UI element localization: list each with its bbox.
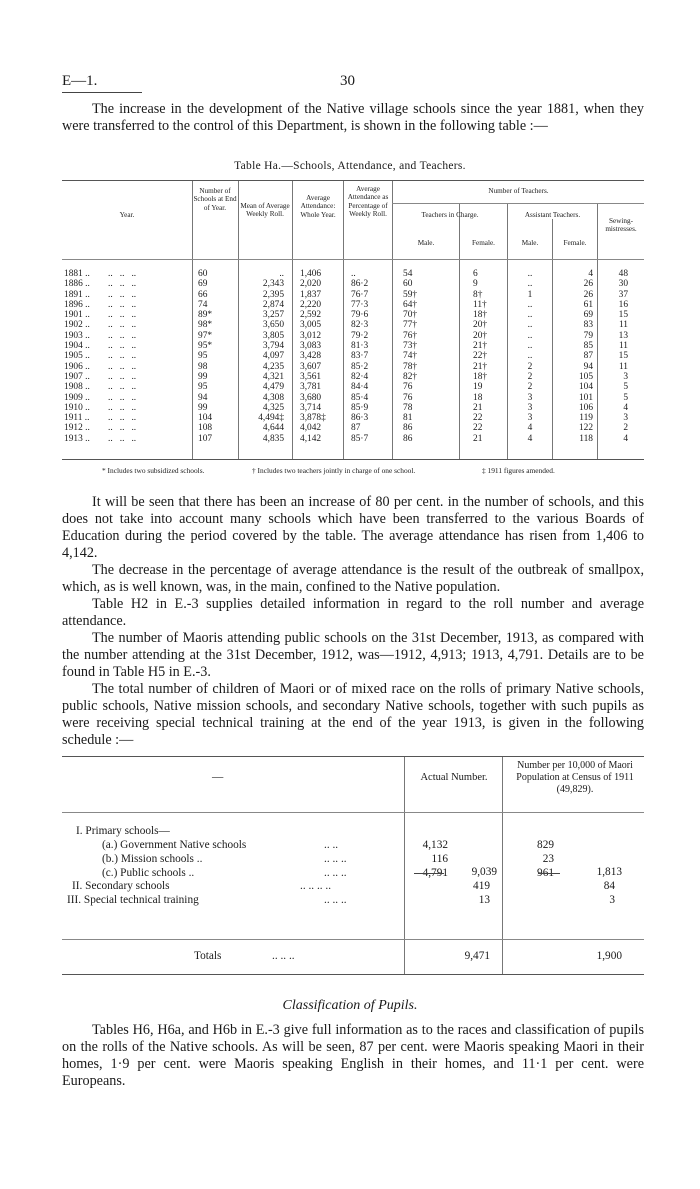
leader-dots: .. .. .. [108, 413, 137, 424]
cell-schools: 99 [198, 402, 208, 413]
page-number: 30 [340, 73, 355, 89]
cell-schools: 97* [198, 330, 213, 341]
cell-pct: 87 [351, 423, 361, 434]
header-rule [62, 259, 644, 260]
cell-year: 1912 .. [64, 423, 90, 434]
cell-year: 1886 .. [64, 279, 90, 290]
totals-per: 1,900 [596, 950, 622, 962]
cell-af: 119 [579, 413, 593, 424]
cell-pct: 85·9 [351, 402, 369, 413]
table-ha-title: Table Ha.—Schools, Attendance, and Teachers. [234, 160, 466, 172]
cell-icf: 6 [473, 269, 478, 279]
paragraph-decrease: The decrease in the percentage of average attendance is the result of the outbreak of smallpox, which, as is well known, was, in the main, confined to the Native population. [62, 562, 644, 595]
actual-number-header: Actual Number. [420, 772, 488, 783]
cell-af: 101 [578, 392, 593, 403]
schedule-table [62, 756, 644, 975]
secondary-label: II. Secondary schools [72, 880, 170, 892]
cell-af: 79 [583, 330, 593, 341]
cell-roll: 4,494‡ [258, 413, 284, 424]
cell-am: 2 [527, 371, 533, 382]
leader-dots: .. .. .. [108, 299, 137, 310]
cell-af: 26 [583, 279, 593, 290]
cell-icf: 22 [473, 423, 483, 434]
leader-dots: .. .. .. [108, 320, 137, 331]
female-header: Female. [563, 239, 587, 247]
col-rule [502, 757, 503, 974]
cell-sew: 16 [618, 299, 628, 310]
cell-att: 3,012 [300, 330, 322, 341]
cell-pct: 76·7 [351, 289, 369, 300]
cell-am: .. [527, 310, 533, 321]
cell-af: 106 [578, 402, 593, 413]
paragraph-table-h2: Table H2 in E.-3 supplies detailed information in regard to the roll number and average attendance. [62, 596, 644, 629]
assistant-female-column [553, 269, 593, 444]
cell-sew: 30 [618, 279, 628, 290]
leader-dots: .. .. .. .. [300, 880, 332, 892]
avg-attendance-header: Average Attendance: Whole Year. [300, 194, 336, 219]
sewing-column [598, 269, 628, 444]
cell-roll: 2,874 [262, 299, 284, 310]
cell-pct: 85·4 [351, 392, 369, 403]
cell-schools: 69 [198, 279, 208, 290]
year-header: Year. [119, 211, 135, 219]
cell-af: 104 [578, 382, 593, 393]
cell-pct: 85·2 [351, 361, 369, 372]
cell-schools: 74 [198, 299, 208, 310]
schools-column [198, 269, 228, 444]
cell-af: 83 [583, 320, 593, 331]
avg-attendance-column [300, 269, 340, 444]
cell-icf: 20† [473, 330, 488, 341]
cell-sew: 11 [618, 341, 628, 352]
cell-schools: 94 [198, 392, 208, 403]
schedule-row-per: 829 [537, 839, 554, 851]
cell-att: 1,406 [300, 269, 322, 279]
mean-roll-column [239, 269, 284, 444]
leader-dots: .. .. .. [324, 894, 347, 906]
cell-schools: 60 [198, 269, 208, 279]
schedule-row-label: (b.) Mission schools .. [102, 853, 203, 865]
schedule-row-label: (c.) Public schools .. [102, 867, 195, 879]
cell-roll: 3,650 [262, 320, 284, 331]
cell-icf: 20† [473, 320, 488, 331]
cell-icm: 76 [403, 392, 413, 403]
leader-dots: .. .. .. [108, 392, 137, 403]
cell-pct: 77·3 [351, 299, 369, 310]
cell-icf: 21 [473, 402, 483, 413]
cell-att: 1,837 [300, 289, 322, 300]
in-charge-header: Teachers in Charge. [421, 211, 479, 219]
cell-icm: 77† [403, 320, 418, 331]
col-rule [404, 757, 405, 974]
cell-schools: 99 [198, 371, 208, 382]
classification-heading: Classification of Pupils. [282, 998, 418, 1013]
cell-af: 87 [583, 351, 593, 362]
intro-paragraph [62, 101, 644, 135]
cell-year: 1907 .. [64, 371, 90, 382]
cell-pct: 86·2 [351, 279, 369, 290]
cell-sew: 5 [623, 392, 628, 403]
cell-sew: 3 [623, 413, 628, 424]
male-header: Male. [521, 239, 539, 247]
cell-icm: 76† [403, 330, 418, 341]
cell-icf: 8† [473, 289, 483, 300]
cell-af: 4 [588, 269, 593, 279]
cell-schools: 107 [198, 433, 213, 444]
totals-label: Totals [194, 950, 222, 962]
assistant-header: Assistant Teachers. [524, 211, 581, 219]
cell-icm: 60 [403, 279, 413, 290]
cell-am: 4 [527, 423, 533, 434]
cell-sew: 2 [623, 423, 628, 434]
cell-schools: 95 [198, 382, 208, 393]
cell-att: 3,680 [300, 392, 322, 403]
teachers-group-header: Number of Teachers. [488, 187, 549, 195]
per-10000-header: Number per 10,000 of Maori Population at Census of 1911 (49,829). [516, 760, 634, 795]
cell-am: 3 [527, 392, 533, 403]
subtotal-rule [538, 873, 560, 874]
classification-text: Tables H6, H6a, and H6b in E.-3 give full information as to the races and classification of pupils on the rolls of the Native schools. As will be seen, 87 per cent. were Maoris speaking Maori in their homes, 1·9 per cent. were Maoris speaking English in their homes, and 11·1 per cent. were Europeans. [62, 1022, 644, 1089]
col-rule [192, 181, 193, 459]
cell-year: 1911 .. [64, 413, 90, 424]
cell-sew: 37 [618, 289, 628, 300]
cell-roll: 3,257 [262, 310, 284, 321]
header-rule [62, 812, 644, 813]
cell-am: 2 [527, 361, 533, 372]
cell-icf: 21 [473, 433, 483, 444]
cell-pct: 85·7 [351, 433, 369, 444]
primary-total-per: 1,813 [596, 866, 622, 878]
cell-af: 85 [583, 341, 593, 352]
cell-year: 1905 .. [64, 351, 90, 362]
cell-pct: 83·7 [351, 351, 369, 362]
cell-roll: 4,235 [262, 361, 284, 372]
cell-icm: 78 [403, 402, 413, 413]
cell-sew: 5 [623, 382, 628, 393]
cell-schools: 98 [198, 361, 208, 372]
cell-roll: 3,805 [262, 330, 284, 341]
cell-am: .. [527, 351, 533, 362]
technical-per: 3 [609, 894, 615, 906]
cell-att: 4,042 [300, 423, 322, 434]
cell-schools: 95* [198, 341, 213, 352]
leader-dots: .. .. .. [108, 289, 137, 300]
cell-year: 1896 .. [64, 299, 90, 310]
cell-am: 3 [527, 413, 533, 424]
cell-sew: 48 [618, 269, 628, 279]
secondary-actual: 419 [473, 880, 490, 892]
leader-dots: .. .. [324, 839, 339, 851]
cell-schools: 95 [198, 351, 208, 362]
percentage-column [351, 269, 389, 444]
cell-sew: 15 [618, 351, 628, 362]
leader-dots: .. .. .. [108, 279, 137, 290]
cell-icm: 76 [403, 382, 413, 393]
schedule-row-actual: 4,791 [422, 867, 448, 879]
cell-am: .. [527, 330, 533, 341]
cell-year: 1901 .. [64, 310, 90, 321]
cell-att: 3,005 [300, 320, 322, 331]
col-rule [292, 181, 293, 459]
table-ha [62, 180, 644, 460]
cell-roll: 4,835 [262, 433, 284, 444]
in-charge-male-column [403, 269, 433, 444]
cell-att: 2,220 [300, 299, 322, 310]
report-code: E—1. [62, 73, 98, 89]
cell-roll: 2,343 [262, 279, 284, 290]
leader-dots: .. .. .. [108, 330, 137, 341]
cell-af: 122 [578, 423, 593, 434]
leader-dots: .. .. .. [108, 351, 137, 362]
cell-icm: 64† [403, 299, 418, 310]
cell-roll: 4,321 [262, 371, 284, 382]
cell-att: 3,781 [300, 382, 322, 393]
totals-actual: 9,471 [464, 950, 490, 962]
cell-pct: 79·6 [351, 310, 369, 321]
cell-year: 1913 .. [64, 433, 90, 444]
schedule-row-actual: 116 [431, 853, 448, 865]
cell-att: 3,083 [300, 341, 322, 352]
cell-roll: 2,395 [262, 289, 284, 300]
in-charge-female-column [473, 269, 503, 444]
col-rule [392, 181, 393, 459]
cell-roll: 4,097 [262, 351, 284, 362]
cell-schools: 98* [198, 320, 213, 331]
cell-sew: 15 [618, 310, 628, 321]
classification-paragraph [62, 1022, 644, 1090]
cell-am: .. [527, 299, 533, 310]
cell-af: 94 [583, 361, 593, 372]
leader-dots: .. .. .. [108, 269, 137, 279]
cell-year: 1906 .. [64, 361, 90, 372]
leader-dots: .. .. .. [108, 423, 137, 434]
cell-af: 105 [578, 371, 593, 382]
assistant-male-column [508, 269, 552, 444]
body-paragraphs [62, 494, 644, 749]
cell-icf: 18† [473, 310, 488, 321]
leader-dots: .. .. .. [108, 361, 137, 372]
cell-att: 2,020 [300, 279, 322, 290]
cell-icm: 74† [403, 351, 418, 362]
cell-pct: 82·4 [351, 371, 369, 382]
leader-dots: .. .. .. [108, 341, 137, 352]
cell-year: 1909 .. [64, 392, 90, 403]
cell-schools: 108 [198, 423, 213, 434]
cell-roll: 4,325 [262, 402, 284, 413]
leader-dots: .. .. .. [108, 402, 137, 413]
cell-icm: 86 [403, 433, 413, 444]
cell-sew: 11 [618, 361, 628, 372]
leader-dots: .. .. .. [108, 310, 137, 321]
cell-att: 4,142 [300, 433, 322, 444]
cell-year: 1902 .. [64, 320, 90, 331]
mean-roll-header: Mean of Average Weekly Roll. [240, 202, 290, 219]
cell-roll: 4,644 [262, 423, 284, 434]
leader-dots: .. .. .. [324, 867, 347, 879]
cell-icm: 70† [403, 310, 418, 321]
cell-att: 3,428 [300, 351, 322, 362]
cell-icm: 73† [403, 341, 418, 352]
cell-pct: .. [351, 269, 356, 279]
cell-icm: 81 [403, 413, 413, 424]
cell-am: 1 [527, 289, 533, 300]
cell-icf: 22† [473, 351, 488, 362]
col-rule [343, 181, 344, 459]
cell-schools: 66 [198, 289, 208, 300]
percentage-header: Average Attendance as Percentage of Weekly Roll. [347, 185, 389, 219]
cell-icf: 22 [473, 413, 483, 424]
primary-schools-label: I. Primary schools— [76, 825, 170, 837]
cell-att: 3,878‡ [300, 413, 326, 424]
header-rule [392, 203, 644, 204]
schedule-row-per: 23 [542, 853, 554, 865]
footnote-ddagger: ‡ 1911 figures amended. [482, 466, 555, 475]
cell-am: .. [527, 269, 533, 279]
cell-am: 3 [527, 402, 533, 413]
totals-rule [62, 939, 644, 940]
leader-dots: .. .. .. [108, 382, 137, 393]
cell-pct: 82·3 [351, 320, 369, 331]
cell-roll: 4,479 [262, 382, 284, 393]
intro-text: The increase in the development of the Native village schools since the year 1881, when they were transferred to the control of this Department, is shown in the following table :— [62, 101, 644, 134]
cell-pct: 79·2 [351, 330, 369, 341]
cell-af: 118 [579, 433, 593, 444]
schedule-row-label: (a.) Government Native schools [102, 839, 247, 851]
cell-af: 61 [583, 299, 593, 310]
cell-sew: 4 [623, 433, 628, 444]
cell-att: 2,592 [300, 310, 322, 321]
cell-icf: 21† [473, 361, 488, 372]
cell-year: 1910 .. [64, 402, 90, 413]
cell-am: .. [527, 341, 533, 352]
cell-year: 1881 .. [64, 269, 90, 279]
cell-roll: 4,308 [262, 392, 284, 403]
cell-schools: 89* [198, 310, 213, 321]
cell-icm: 86 [403, 423, 413, 434]
cell-icm: 82† [403, 371, 418, 382]
schedule-row-per: 961 [537, 867, 554, 879]
cell-year: 1908 .. [64, 382, 90, 393]
paragraph-public-schools: The number of Maoris attending public schools on the 31st December, 1913, as compared with the number attending at the 31st December, 1912, was—1912, 4,913; 1913, 4,791. Details are to be found in Table H5 in E.-3. [62, 630, 644, 680]
secondary-per: 84 [603, 880, 615, 892]
technical-actual: 13 [478, 894, 490, 906]
cell-icf: 11† [473, 299, 487, 310]
leader-dots: .. .. .. [108, 371, 137, 382]
leader-dots: .. .. .. [108, 433, 137, 444]
cell-sew: 3 [623, 371, 628, 382]
paragraph-total: The total number of children of Maori or of mixed race on the rolls of primary Native schools, public schools, Native mission schools, and secondary Native schools, together with such pupils as were receiving special technical training at the end of the year 1913, is given in the following schedule :— [62, 681, 644, 748]
cell-sew: 4 [623, 402, 628, 413]
cell-pct: 81·3 [351, 341, 369, 352]
cell-year: 1904 .. [64, 341, 90, 352]
cell-icf: 18† [473, 371, 488, 382]
leader-column [108, 269, 190, 444]
schools-header: Number of Schools at End of Year. [193, 187, 237, 212]
leader-dots: .. .. .. [272, 950, 295, 962]
cell-roll: 3,794 [262, 341, 284, 352]
male-header: Male. [417, 239, 435, 247]
cell-year: 1891 .. [64, 289, 90, 300]
subtotal-rule [414, 873, 444, 874]
female-header: Female. [472, 239, 495, 247]
year-column [64, 269, 104, 444]
paragraph-increase: It will be seen that there has been an increase of 80 per cent. in the number of schools, and this does not take into account many schools which have been transferred to the various Boards of Education during the period covered by the table. The average attendance has risen from 1,406 to 4,142. [62, 494, 644, 561]
technical-label: III. Special technical training [67, 894, 199, 906]
cell-att: 3,607 [300, 361, 322, 372]
cell-sew: 11 [618, 320, 628, 331]
footnote-star: * Includes two subsidized schools. [102, 466, 205, 475]
primary-total: 9,039 [471, 866, 497, 878]
cell-pct: 84·4 [351, 382, 369, 393]
cell-year: 1903 .. [64, 330, 90, 341]
cell-pct: 86·3 [351, 413, 369, 424]
leader-dots: .. .. .. [324, 853, 347, 865]
sewing-header: Sewing-mistresses. [605, 217, 637, 234]
cell-am: 2 [527, 382, 533, 393]
cell-icm: 54 [403, 269, 413, 279]
cell-schools: 104 [198, 413, 213, 424]
cell-att: 3,714 [300, 402, 322, 413]
cell-sew: 13 [618, 330, 628, 341]
cell-icm: 59† [403, 289, 418, 300]
schedule-row-actual: 4,132 [422, 839, 448, 851]
header-rule [62, 92, 142, 93]
schedule-dash-header: — [212, 771, 224, 783]
cell-am: 4 [527, 433, 533, 444]
cell-af: 69 [583, 310, 593, 321]
cell-icf: 19 [473, 382, 483, 393]
cell-icf: 18 [473, 392, 483, 403]
cell-am: .. [527, 320, 533, 331]
cell-icf: 21† [473, 341, 488, 352]
cell-icm: 78† [403, 361, 418, 372]
cell-att: 3,561 [300, 371, 322, 382]
cell-af: 26 [583, 289, 593, 300]
cell-icf: 9 [473, 279, 478, 290]
cell-roll: .. [279, 269, 284, 279]
cell-am: .. [527, 279, 533, 290]
footnote-dagger: † Includes two teachers jointly in charge of one school. [252, 466, 416, 475]
